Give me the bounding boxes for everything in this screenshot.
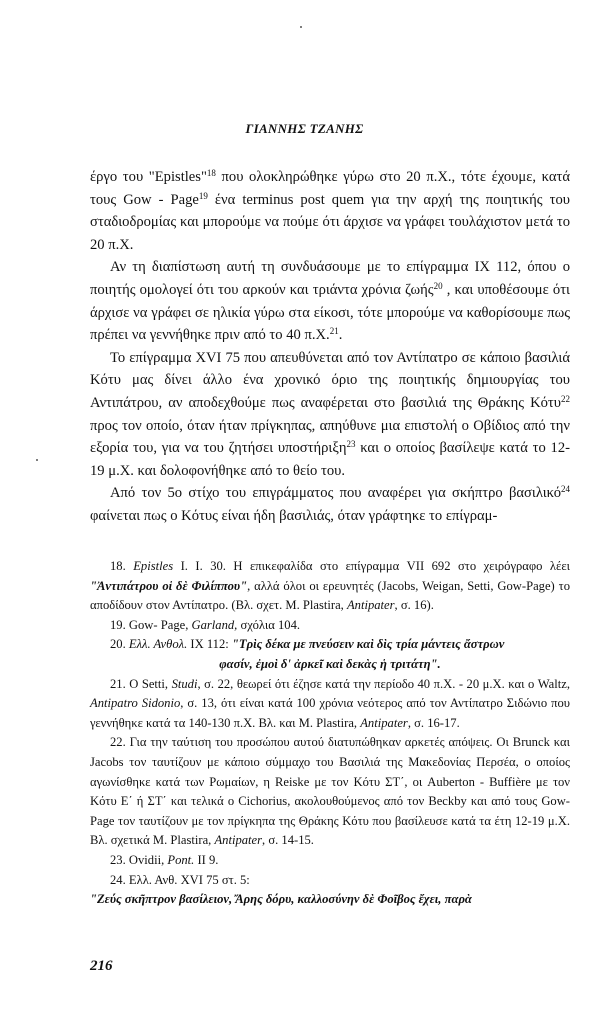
footnote-ref-23: 23 (346, 439, 356, 450)
scan-speck (36, 459, 38, 461)
text-span: που ολοκληρώθηκε γύρω στο 20 π.Χ., τότε έχουμε, κατά τους Gow - Page (90, 169, 570, 208)
work-title: Pont. (167, 852, 195, 867)
text-span: έργο του "Epistles" (90, 169, 207, 185)
text-span: Αν τη διαπίστωση αυτή τη συνδυάσουμε με το επίγραμμα IX 112, όπου ο ποιητής ομολογεί ότι του αρκούν και τριάντα χρόνια ζωής (90, 259, 570, 298)
text-span: σχόλια 104. (237, 617, 301, 632)
text-span: , σ. 16). (394, 598, 434, 613)
text-span: II 9. (194, 852, 219, 867)
text-span: , αλλά όλοι οι ερευνητές (Jacobs, Weigan, Setti, Gow-Page) το αποδίδουν στον Αντίπατρο. (Βλ. σχετ. M. Plastira, (90, 578, 570, 613)
footnote-18 (90, 557, 570, 616)
text-span: I. I. 30. Η επικεφαλίδα στο επίγραμμα VII 692 στο χειρόγραφο λέει (173, 559, 570, 573)
work-title: Garland, (191, 617, 238, 632)
work-title: Studi (171, 676, 198, 691)
text-span: , σ. 16-17. (407, 715, 460, 730)
work-title: Antipater (346, 598, 395, 613)
text-span: , σ. 22, θεωρεί ότι έζησε κατά την περίοδο 40 π.Χ. - 20 μ.Χ. και ο Waltz, (197, 676, 571, 691)
text-span: 19. Gow- Page, (110, 617, 192, 632)
greek-quote: "Τρὶς δέκα με πνεύσειν καὶ δὶς τρία μάντεις ἄστρων (231, 637, 505, 652)
footnote-ref-18: 18 (206, 168, 216, 178)
text-span: . (338, 327, 343, 344)
text-span: IX 112: (187, 637, 232, 652)
text-span: 24. Ελλ. Ανθ. XVI 75 στ. 5: (110, 872, 250, 887)
text-span: , σ. 13, ότι είναι κατά 100 χρόνια νεότερος από τον Αντίπατρο Σιδώνιο που γεννήθηκε κατά τα 140-130 π.Χ. Βλ. και M. Plastira, (90, 696, 570, 730)
scan-speck (300, 26, 302, 28)
footnote-ref-21: 21 (329, 326, 339, 337)
running-header: ΓΙΑΝΝΗΣ ΤΖΑΝΗΣ (245, 121, 364, 136)
text-span: , σ. 14-15. (262, 833, 314, 848)
footnote-ref-19: 19 (198, 190, 208, 201)
text-span: 23. Ovidii, (110, 852, 168, 867)
footnote-ref-24: 24 (561, 484, 570, 495)
text-span: 21. Ο Setti, (110, 676, 172, 691)
work-title: Antipater (214, 833, 263, 848)
text-span: 22. Για την ταύτιση του προσώπου αυτού διατυπώθηκαν αρκετές απόψεις. Οι Brunck και Jacobs τον ταυτίζουν με κάποιο σύμμαχο του Βασιλιά της Μακεδονίας Περσέα, ο οποίος αγωνίσθηκε κατά των Ρωμαίων, η Reiske με τον Κότυ ΣΤ΄, οι Auberton - Buffière με τον Κότυ Ε΄ ή ΣΤ΄ και τελικά ο Cichorius, ακολουθούμενος από τον Beckby και από τους Gow- Page τον ταυτίζουν με τον πρίγκηπα της Θράκης Κότυ που βασίλευσε κατά τα έτη 12-19 μ.Χ. Βλ. σχετικά M. Plastira, (90, 735, 570, 848)
paragraph-4 (90, 482, 570, 527)
paragraph-2 (90, 256, 570, 346)
text-span: ένα terminus post quem για την αρχή της ποιητικής του σταδιοδρομίας και μπορούμε να πούμε ότι άρχισε να γράφει τουλάχιστον μετά το 20 π.Χ. (90, 191, 570, 253)
footnote-22 (90, 733, 570, 851)
footnote-19 (90, 616, 570, 636)
paragraph-1 (90, 166, 570, 256)
text-span: προς τον οποίο, όταν ήταν πρίγκηπας, απηύθυνε μια επιστολή ο Οβίδιος από την εξορία του, για να του ζητήσει υποστήριξη (90, 417, 570, 457)
footnotes (90, 557, 570, 910)
text-span: Το επίγραμμα XVI 75 που απευθύνεται από τον Αντίπατρο σε κάποιο βασιλιά Κότυ μας δίνει άλλο ένα χρονικό όριο της ποιητικής δημιουργίας του Αντιπάτρου, αν αποδεχθούμε πως αναφέρεται στο βασιλιά της Θράκης Κότυ (90, 349, 570, 411)
footnote-21 (90, 675, 570, 734)
text-span: Από τον 5ο στίχο του επιγράμματος που αναφέρει για σκήπτρο βασιλικό (110, 485, 561, 502)
footnote-24-verse (90, 890, 570, 910)
footnote-23 (90, 851, 570, 871)
footnote-24 (90, 871, 570, 891)
footnote-ref-22: 22 (561, 393, 570, 404)
text-span: φαίνεται πως ο Κότυς είναι ήδη βασιλιάς, όταν γράφτηκε το επίγραμ- (90, 507, 498, 524)
text-span: και ο οποίος βασίλεψε κατά το 12- 19 μ.Χ. και δολοφονήθηκε από το θείο του. (90, 440, 570, 479)
greek-quote: "Ζεύς σκῆπτρον βασίλειον, Ἄρης δόρυ, καλλοσύνην δὲ Φοῖβος ἔχει, παρὰ (90, 892, 472, 907)
page-number: 216 (90, 958, 113, 974)
paragraph-3 (90, 347, 570, 483)
text-span: , και υποθέσουμε ότι άρχισε να γράφει σε ηλικία γύρω στα είκοσι, τότε μπορούμε να καθορίσουμε πως πρέπει να γεννήθηκε πριν από το 40 π.Χ. (90, 281, 570, 344)
footnote-20-verse (90, 655, 570, 675)
work-title: Ελλ. Ανθολ. (128, 637, 188, 652)
text-span: 18. (110, 559, 134, 573)
footnote-ref-20: 20 (433, 280, 443, 291)
work-title: Antipatro Sidonio (90, 696, 181, 711)
text-span: 20. (110, 637, 129, 652)
greek-quote: φασίν, ἐμοὶ δ' ἀρκεῖ καὶ δεκὰς ἡ τριτάτη". (219, 656, 441, 671)
main-text (90, 166, 570, 528)
footnote-20 (90, 635, 570, 655)
work-title: Antipater (360, 715, 408, 730)
greek-quote: "Ἀντιπάτρου οἱ δὲ Φιλίππου" (90, 578, 248, 593)
work-title: Epistles (133, 559, 174, 573)
